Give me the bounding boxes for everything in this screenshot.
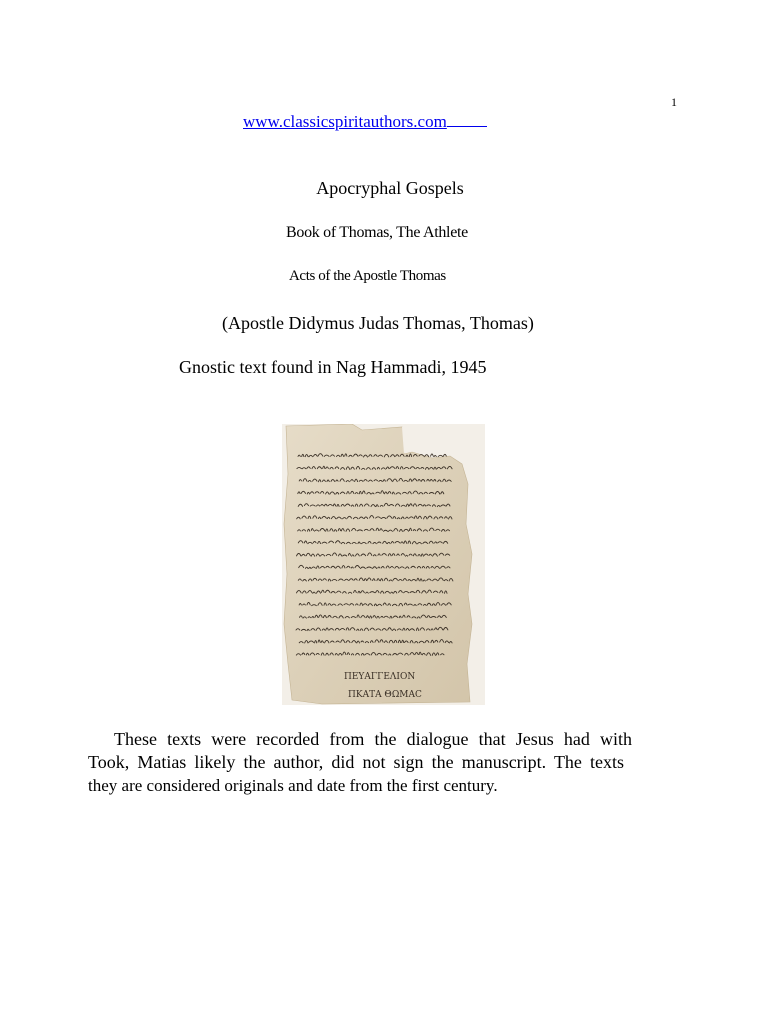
website-link-text[interactable]: www.classicspiritauthors.com — [243, 112, 447, 131]
subtitle-book: Book of Thomas, The Athlete — [286, 224, 468, 241]
discovery-note: Gnostic text found in Nag Hammadi, 1945 — [179, 357, 487, 377]
website-link[interactable] — [243, 112, 487, 132]
manuscript-image — [282, 424, 485, 705]
subtitle-acts: Acts of the Apostle Thomas — [289, 268, 446, 284]
page-title: Apocryphal Gospels — [316, 178, 464, 198]
papyrus-leaf — [284, 424, 472, 704]
manuscript-scribe-line-2: ΠΚΑΤΑ ΘΩΜΑC — [348, 690, 422, 700]
manuscript-scribe-line-1: ΠΕΥΑΓΓΕΛΙΟΝ — [344, 672, 416, 682]
body-line-2: Took, Matias likely the author, did not sign the manuscript. The texts — [88, 752, 624, 772]
body-line-3: they are considered originals and date from the first century. — [88, 776, 498, 795]
body-paragraph — [88, 728, 632, 797]
body-line-1: These texts were recorded from the dialogue that Jesus had with — [114, 729, 632, 749]
page-number: 1 — [671, 95, 677, 109]
apostle-names: (Apostle Didymus Judas Thomas, Thomas) — [222, 313, 534, 333]
link-underline-trail — [447, 112, 487, 127]
